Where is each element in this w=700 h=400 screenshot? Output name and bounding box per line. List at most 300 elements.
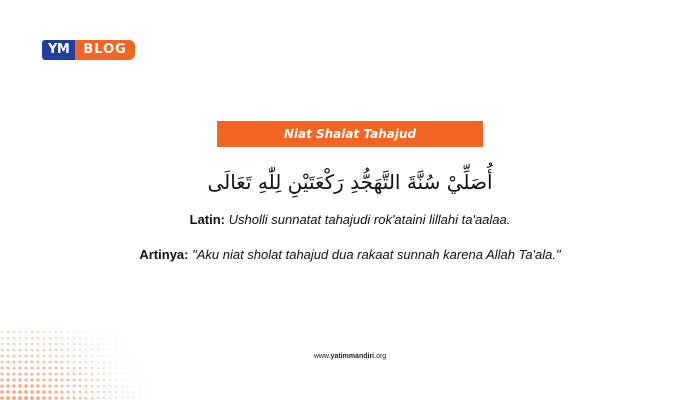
decorative-dot xyxy=(43,343,45,345)
decorative-dot xyxy=(0,384,3,387)
logo-ym-part: YM xyxy=(42,40,75,60)
decorative-dot xyxy=(73,379,76,382)
decorative-dot xyxy=(43,373,46,376)
decorative-dot xyxy=(103,391,105,393)
decorative-dot xyxy=(85,355,87,357)
decorative-dot xyxy=(25,349,28,352)
decorative-dot xyxy=(127,397,129,399)
decorative-dot xyxy=(91,349,93,351)
decorative-dot xyxy=(85,349,87,351)
decorative-dot xyxy=(48,378,51,381)
decorative-dot xyxy=(97,391,99,393)
decorative-dot xyxy=(1,337,3,339)
decorative-dot xyxy=(115,397,117,399)
decorative-dot xyxy=(43,367,46,370)
decorative-dot xyxy=(37,367,40,370)
decorative-dot xyxy=(115,337,116,338)
decorative-dot xyxy=(73,385,76,388)
decorative-dot xyxy=(127,367,128,368)
decorative-dot xyxy=(109,379,111,381)
decorative-dot xyxy=(133,379,134,380)
decorative-dot xyxy=(49,331,51,333)
decorative-dot xyxy=(24,372,27,375)
decorative-dot xyxy=(79,361,81,363)
decorative-dot xyxy=(91,343,93,345)
decorative-dot xyxy=(115,379,117,381)
decorative-dot xyxy=(48,384,51,387)
decorative-dot xyxy=(79,391,82,394)
decorative-dot xyxy=(109,367,111,369)
decorative-dot xyxy=(79,337,81,339)
logo-blog-part: BLOG xyxy=(75,40,134,60)
decorative-dot xyxy=(103,331,104,332)
decorative-dot xyxy=(67,367,70,370)
decorative-dot xyxy=(37,343,39,345)
decorative-dot xyxy=(139,391,140,392)
decorative-dot xyxy=(85,337,87,339)
decorative-dot xyxy=(49,355,52,358)
decorative-dot xyxy=(121,349,122,350)
decorative-dot xyxy=(60,390,63,393)
decorative-dot xyxy=(91,385,93,387)
decorative-dot xyxy=(49,367,52,370)
decorative-dot xyxy=(133,355,134,356)
decorative-dot xyxy=(54,384,57,387)
decorative-dot xyxy=(30,378,33,381)
decorative-dot xyxy=(73,355,75,357)
decorative-dot xyxy=(30,384,33,387)
decorative-dot xyxy=(139,385,140,386)
decorative-dot xyxy=(139,379,140,380)
decorative-dot xyxy=(158,350,159,351)
decorative-dot xyxy=(12,378,15,381)
decorative-dot xyxy=(61,331,63,333)
decorative-dot xyxy=(140,344,141,345)
decorative-dot xyxy=(109,343,110,344)
decorative-dot xyxy=(103,397,105,399)
decorative-dot xyxy=(25,367,28,370)
decorative-dot xyxy=(176,398,177,399)
decorative-dot xyxy=(97,373,99,375)
decorative-dot xyxy=(37,331,39,333)
decorative-dot xyxy=(25,361,28,364)
decorative-dot xyxy=(152,356,153,357)
decorative-dot xyxy=(73,367,75,369)
decorative-dot xyxy=(164,362,165,363)
decorative-dot xyxy=(19,331,21,333)
decorative-dot xyxy=(152,362,153,363)
decorative-dot xyxy=(12,390,16,394)
decorative-dot xyxy=(73,373,76,376)
decorative-dot xyxy=(24,396,28,400)
decorative-dot xyxy=(139,373,140,374)
decorative-dot xyxy=(19,343,21,345)
decorative-dot xyxy=(1,343,3,345)
decorative-dot xyxy=(152,338,153,339)
decorative-dot xyxy=(19,355,22,358)
decorative-dot xyxy=(1,361,4,364)
decorative-dot xyxy=(61,379,64,382)
decorative-dot xyxy=(54,390,57,393)
decorative-dot xyxy=(85,397,88,400)
decorative-dot xyxy=(170,380,171,381)
decorative-dot xyxy=(36,384,39,387)
decorative-dot xyxy=(127,373,128,374)
decorative-dot xyxy=(85,391,88,394)
decorative-dot xyxy=(0,372,3,375)
decorative-dot xyxy=(97,361,99,363)
decorative-dot xyxy=(0,390,3,393)
decorative-dot xyxy=(103,343,104,344)
decorative-dot xyxy=(103,361,105,363)
decorative-dot xyxy=(158,356,159,357)
decorative-dot xyxy=(103,379,105,381)
decorative-dot xyxy=(152,344,153,345)
ymblog-logo xyxy=(42,40,135,60)
decorative-dot xyxy=(73,361,75,363)
decorative-dot xyxy=(170,398,171,399)
decorative-dot xyxy=(164,368,165,369)
decorative-dot xyxy=(121,367,122,368)
decorative-dot xyxy=(55,349,57,351)
decorative-dot xyxy=(103,385,105,387)
decorative-dot xyxy=(158,374,159,375)
decorative-dot xyxy=(55,373,58,376)
decorative-dot xyxy=(67,361,69,363)
decorative-dot xyxy=(67,391,70,394)
decorative-dot xyxy=(55,361,58,364)
decorative-dot xyxy=(37,355,40,358)
decorative-dot xyxy=(121,397,123,399)
decorative-dot xyxy=(25,331,27,333)
decorative-dot xyxy=(133,367,134,368)
decorative-dot xyxy=(128,332,129,333)
decorative-dot xyxy=(42,396,45,399)
decorative-dot xyxy=(91,337,93,339)
decorative-dot xyxy=(170,374,171,375)
decorative-dot xyxy=(145,379,146,380)
decorative-dot xyxy=(0,396,4,400)
decorative-dot xyxy=(170,386,171,387)
decorative-dot xyxy=(127,391,129,393)
arabic-text: أُصَلِّيْ سُنَّةَ التَّهَجُّدِ رَكْعَتَيْنِ لِلّٰهِ تَعَالَى xyxy=(207,170,493,194)
decorative-dot xyxy=(1,331,3,333)
decorative-dot xyxy=(158,392,159,393)
decorative-dot xyxy=(127,355,128,356)
decorative-dot xyxy=(133,361,134,362)
decorative-dot xyxy=(13,361,16,364)
decorative-dot xyxy=(66,396,69,399)
decorative-dot xyxy=(164,356,165,357)
decorative-dot xyxy=(146,332,147,333)
decorative-dot xyxy=(152,374,153,375)
decorative-dot xyxy=(145,391,146,392)
decorative-dot xyxy=(134,350,135,351)
decorative-dot xyxy=(133,397,134,398)
decorative-dot xyxy=(55,331,57,333)
decorative-dot xyxy=(115,331,116,332)
decorative-dot xyxy=(19,337,21,339)
decorative-dot xyxy=(115,385,117,387)
decorative-dot xyxy=(139,397,140,398)
decorative-dot xyxy=(6,390,10,394)
decorative-dot xyxy=(24,384,27,387)
decorative-dot xyxy=(128,338,129,339)
decorative-dot xyxy=(91,367,93,369)
decorative-dot xyxy=(121,391,123,393)
decorative-dot xyxy=(121,343,122,344)
decorative-dot xyxy=(13,349,16,352)
decorative-dot xyxy=(109,337,110,338)
decorative-dot xyxy=(36,390,39,393)
decorative-dot xyxy=(67,385,70,388)
decorative-dot xyxy=(158,398,159,399)
decorative-dot xyxy=(61,367,64,370)
decorative-dot xyxy=(139,361,140,362)
decorative-dot xyxy=(152,368,153,369)
decorative-dot xyxy=(115,355,116,356)
decorative-dot xyxy=(73,331,75,333)
decorative-dot xyxy=(12,384,15,387)
latin-text: Usholli sunnatat tahajudi rok'ataini lillahi ta'aalaa. xyxy=(228,212,511,227)
decorative-dot xyxy=(25,337,27,339)
decorative-dot xyxy=(30,390,34,394)
decorative-dot xyxy=(30,372,33,375)
decorative-dot xyxy=(97,343,99,345)
decorative-dot xyxy=(31,361,34,364)
decorative-dot xyxy=(7,355,10,358)
decorative-dot xyxy=(79,343,81,345)
decorative-dot xyxy=(79,379,82,382)
footer-domain: yatimmandiri xyxy=(330,353,375,360)
decorative-dot xyxy=(127,379,128,380)
decorative-dot xyxy=(31,355,34,358)
decorative-dot xyxy=(127,361,128,362)
decorative-dot xyxy=(43,331,45,333)
translation-label: Artinya: xyxy=(139,247,189,262)
decorative-dot xyxy=(109,373,111,375)
decorative-dot xyxy=(115,391,117,393)
decorative-dot xyxy=(158,386,159,387)
decorative-dot xyxy=(55,337,57,339)
decorative-dot xyxy=(6,378,9,381)
title-banner: Niat Shalat Tahajud xyxy=(217,121,483,147)
decorative-dot xyxy=(152,392,153,393)
decorative-dot xyxy=(30,396,34,400)
decorative-dot xyxy=(140,338,141,339)
decorative-dot xyxy=(146,350,147,351)
decorative-dot xyxy=(121,337,122,338)
decorative-dot xyxy=(158,368,159,369)
decorative-dot xyxy=(109,391,111,393)
decorative-dot xyxy=(73,391,76,394)
decorative-dot xyxy=(36,396,40,400)
decorative-dot xyxy=(43,349,45,351)
decorative-dot xyxy=(43,337,45,339)
decorative-dot xyxy=(79,385,82,388)
decorative-dot xyxy=(146,338,147,339)
decorative-dot xyxy=(152,350,153,351)
decorative-dot xyxy=(97,385,99,387)
decorative-dot xyxy=(139,367,140,368)
decorative-dot xyxy=(73,349,75,351)
decorative-dot xyxy=(97,349,99,351)
decorative-dot xyxy=(109,349,110,350)
decorative-dot xyxy=(115,361,117,363)
decorative-dot xyxy=(55,343,57,345)
decorative-dot xyxy=(55,367,58,370)
decorative-dot xyxy=(37,337,39,339)
decorative-dot xyxy=(73,397,76,400)
decorative-dot xyxy=(43,355,46,358)
decorative-dot xyxy=(103,337,104,338)
decorative-dot xyxy=(42,384,45,387)
decorative-dot xyxy=(79,355,81,357)
decorative-dot xyxy=(140,332,141,333)
decorative-dot xyxy=(91,373,93,375)
decorative-dot xyxy=(31,331,33,333)
decorative-dot xyxy=(170,392,171,393)
decorative-dot xyxy=(6,372,9,375)
decorative-dot xyxy=(31,367,34,370)
decorative-dot xyxy=(164,380,165,381)
decorative-dot xyxy=(49,373,52,376)
decorative-dot xyxy=(6,396,10,400)
decorative-dot xyxy=(67,337,69,339)
decorative-dot xyxy=(133,391,134,392)
decorative-dot xyxy=(140,356,141,357)
decorative-dot xyxy=(1,367,4,370)
decorative-dot xyxy=(133,373,134,374)
latin-label: Latin: xyxy=(189,212,225,227)
decorative-dot xyxy=(25,355,28,358)
decorative-dot xyxy=(7,343,9,345)
decorative-dot xyxy=(103,367,105,369)
decorative-dot xyxy=(37,349,39,351)
decorative-dot xyxy=(61,355,63,357)
decorative-dot xyxy=(13,331,15,333)
decorative-dot xyxy=(73,337,75,339)
decorative-dot xyxy=(1,355,4,358)
decorative-dot xyxy=(24,390,28,394)
decorative-dot xyxy=(60,396,63,399)
decorative-dot xyxy=(61,349,63,351)
decorative-dot xyxy=(91,397,93,399)
translation-text: "Aku niat sholat tahajud dua rakaat sunnah karena Allah Ta'ala." xyxy=(192,247,561,262)
decorative-dot xyxy=(121,355,122,356)
decorative-dot xyxy=(18,396,22,400)
decorative-dot xyxy=(54,396,57,399)
decorative-dot xyxy=(55,355,57,357)
decorative-dot xyxy=(1,349,3,351)
decorative-dot xyxy=(109,331,110,332)
latin-line xyxy=(0,212,700,227)
decorative-dot xyxy=(115,373,117,375)
decorative-dot xyxy=(97,331,98,332)
decorative-dot xyxy=(109,361,111,363)
decorative-dot xyxy=(134,344,135,345)
decorative-dot xyxy=(134,338,135,339)
decorative-dot xyxy=(103,355,105,357)
decorative-dot xyxy=(91,331,92,332)
decorative-dot xyxy=(85,361,87,363)
decorative-dot xyxy=(158,380,159,381)
decorative-dot xyxy=(164,386,165,387)
decorative-dot xyxy=(49,343,51,345)
decorative-dot xyxy=(91,361,93,363)
decorative-dot xyxy=(18,378,21,381)
decorative-dot xyxy=(67,343,69,345)
decorative-dot xyxy=(0,378,3,381)
decorative-dot xyxy=(61,337,63,339)
decorative-dot xyxy=(55,379,58,382)
footer-suffix: .org xyxy=(374,353,387,360)
decorative-dot xyxy=(13,355,16,358)
decorative-dot xyxy=(31,343,33,345)
decorative-dot xyxy=(121,373,123,375)
decorative-dot xyxy=(91,355,93,357)
decorative-dot xyxy=(67,355,69,357)
decorative-dot xyxy=(12,372,15,375)
decorative-dot xyxy=(7,331,9,333)
decorative-dot xyxy=(115,343,116,344)
decorative-dot xyxy=(25,343,27,345)
decorative-dot xyxy=(43,361,46,364)
decorative-dot xyxy=(145,385,146,386)
decorative-dot xyxy=(49,337,51,339)
footer-prefix: www. xyxy=(313,353,331,360)
decorative-dot-pattern xyxy=(0,330,180,400)
decorative-dot xyxy=(109,397,111,399)
decorative-dot xyxy=(145,373,146,374)
decorative-dot xyxy=(122,332,123,333)
decorative-dot xyxy=(103,373,105,375)
decorative-dot xyxy=(146,362,147,363)
decorative-dot xyxy=(109,385,111,387)
decorative-dot xyxy=(19,367,22,370)
decorative-dot xyxy=(91,379,93,381)
decorative-dot xyxy=(146,344,147,345)
decorative-dot xyxy=(176,392,177,393)
decorative-dot xyxy=(49,361,52,364)
decorative-dot xyxy=(19,349,22,352)
decorative-dot xyxy=(12,396,16,400)
decorative-dot xyxy=(103,349,105,351)
decorative-dot xyxy=(18,390,22,394)
decorative-dot xyxy=(133,385,134,386)
decorative-dot xyxy=(146,356,147,357)
decorative-dot xyxy=(61,385,64,388)
decorative-dot xyxy=(164,392,165,393)
decorative-dot xyxy=(61,343,63,345)
decorative-dot xyxy=(7,349,10,352)
decorative-dot xyxy=(158,362,159,363)
decorative-dot xyxy=(164,374,165,375)
decorative-dot xyxy=(7,337,9,339)
decorative-dot xyxy=(67,349,69,351)
decorative-dot xyxy=(85,379,87,381)
decorative-dot xyxy=(145,397,146,398)
decorative-dot xyxy=(134,332,135,333)
decorative-dot xyxy=(18,384,21,387)
decorative-dot xyxy=(6,384,9,387)
decorative-dot xyxy=(31,337,33,339)
decorative-dot xyxy=(67,373,70,376)
decorative-dot xyxy=(42,390,45,393)
decorative-dot xyxy=(79,397,82,400)
decorative-dot xyxy=(7,367,10,370)
decorative-dot xyxy=(97,379,99,381)
